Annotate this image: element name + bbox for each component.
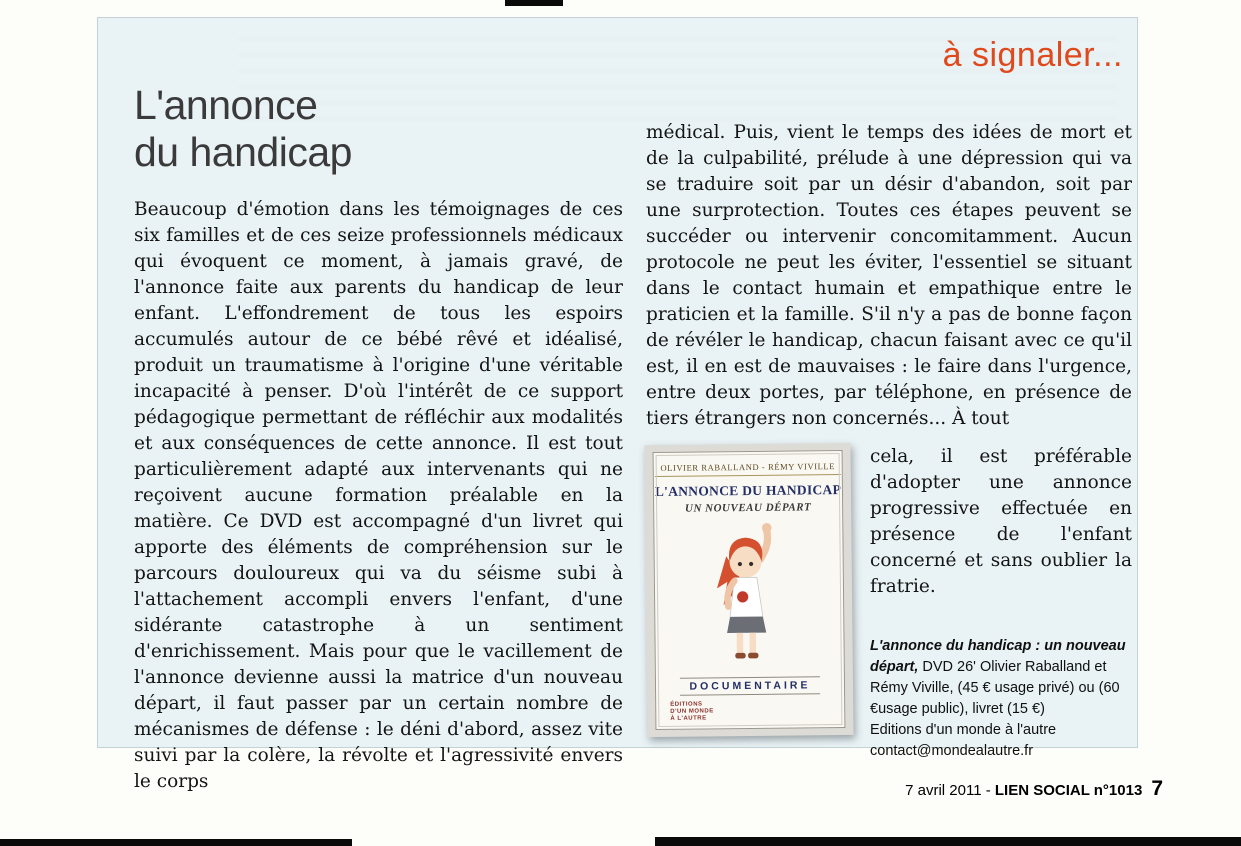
dvd-cover-inner [653,450,846,730]
dvd-cover [644,443,853,737]
dvd-cover-title: L'ANNONCE DU HANDICAP [654,482,842,499]
dvd-caption-details: DVD 26' Olivier Raballand et Rémy Viville, (45 € usage privé) ou (60 €usage public), livret (15 €) [870,659,1120,717]
wrap-text-column [870,444,1132,762]
section-label: à signaler... [942,36,1123,74]
dvd-cover-bottom [664,700,836,723]
dvd-cover-subtitle: UN NOUVEAU DÉPART [684,501,812,515]
dvd-caption-contact: contact@mondealautre.fr [870,743,1034,759]
article-body-left: Beaucoup d'émotion dans les témoignages de ces six familles et de ces seize professionnels médicaux qui évoquent ce moment, à jamais gravé, de l'annonce faite aux parents du handicap de leur enfant. L'effondrement de tous les espoirs accumulés autour de ce bébé rêvé et idéalisé, produit un traumatisme à l'origine d'une véritable incapacité à penser. D'où l'intérêt de ce support pédagogique permettant de réfléchir aux modalités et aux conséquences de cette annonce. Il est tout particulièrement adapté aux intervenants qui ne reçoivent aucune formation préalable en la matière. Ce DVD est accompagné d'un livret qui apporte des éléments de compréhension sur le parcours douloureux qui va du séisme subi à l'attachement accompli envers l'enfant, d'une sidérante catastrophe à un sentiment d'enrichissement. Mais pour que le vacillement de l'annonce devienne aussi la matrice d'un nouveau départ, il faut passer par un certain nombre de mécanismes de défense : le déni d'abord, assez vite suivi par la colère, la révolte et l'agressivité envers le corps [134,199,623,793]
footer-page-number: 7 [1151,777,1163,800]
footer-journal-name: LIEN SOCIAL n°1013 [994,782,1143,799]
article-title [134,82,623,175]
dvd-cover-authors: OLIVIER RABALLAND - RÉMY VIVILLE [654,461,841,477]
dvd-caption-publisher: Editions d'un monde à l'autre [870,722,1057,738]
publisher-logo-line2: D'UN MONDE [670,708,714,715]
left-column [134,82,623,795]
dvd-caption-title: L'annonce du handicap : un nouveau départ, [870,638,1126,675]
manga-girl-illustration [692,519,806,672]
scan-artifact-bottom-right [655,837,1241,846]
publisher-logo [670,701,714,722]
scan-artifact-bottom-left [0,839,352,846]
article-body-right-top: médical. Puis, vient le temps des idées de mort et de la culpabilité, prélude à une dépression qui va se traduire soit par un désir d'abandon, soit par une surprotection. Toutes ces étapes peuvent se succéder ou intervenir concomitamment. Aucun protocole ne peut les éviter, l'essentiel se situant dans le contact humain et empathique entre le praticien et la famille. S'il n'y a pas de bonne façon de révéler le handicap, chacun faisant avec ce qu'il est, il en est de mauvaises : le faire dans l'urgence, entre deux portes, par téléphone, en présence de tiers étrangers non concernés... À tout [646,122,1132,429]
article-body-right-wrap: cela, il est préférable d'adopter une annonce progressive effectuée en présence de l'enfant concerné et sans oublier la fratrie. [870,446,1132,597]
footer-date: 7 avril 2011 - [905,782,995,799]
article-title-line1: L'annonce [134,82,318,128]
right-column [646,120,1132,762]
publisher-logo-line3: À L'AUTRE [670,715,707,722]
publisher-logo-line1: ÉDITIONS [670,701,703,708]
page-footer [905,777,1163,801]
dvd-cover-illustration [662,513,836,678]
dvd-cover-genre: DOCUMENTAIRE [679,676,820,695]
article-title-line2: du handicap [134,128,352,175]
scan-artifact-top [505,0,563,6]
dvd-caption [870,636,1132,762]
media-row [646,444,1132,762]
dvd-caption-main [870,636,1132,720]
